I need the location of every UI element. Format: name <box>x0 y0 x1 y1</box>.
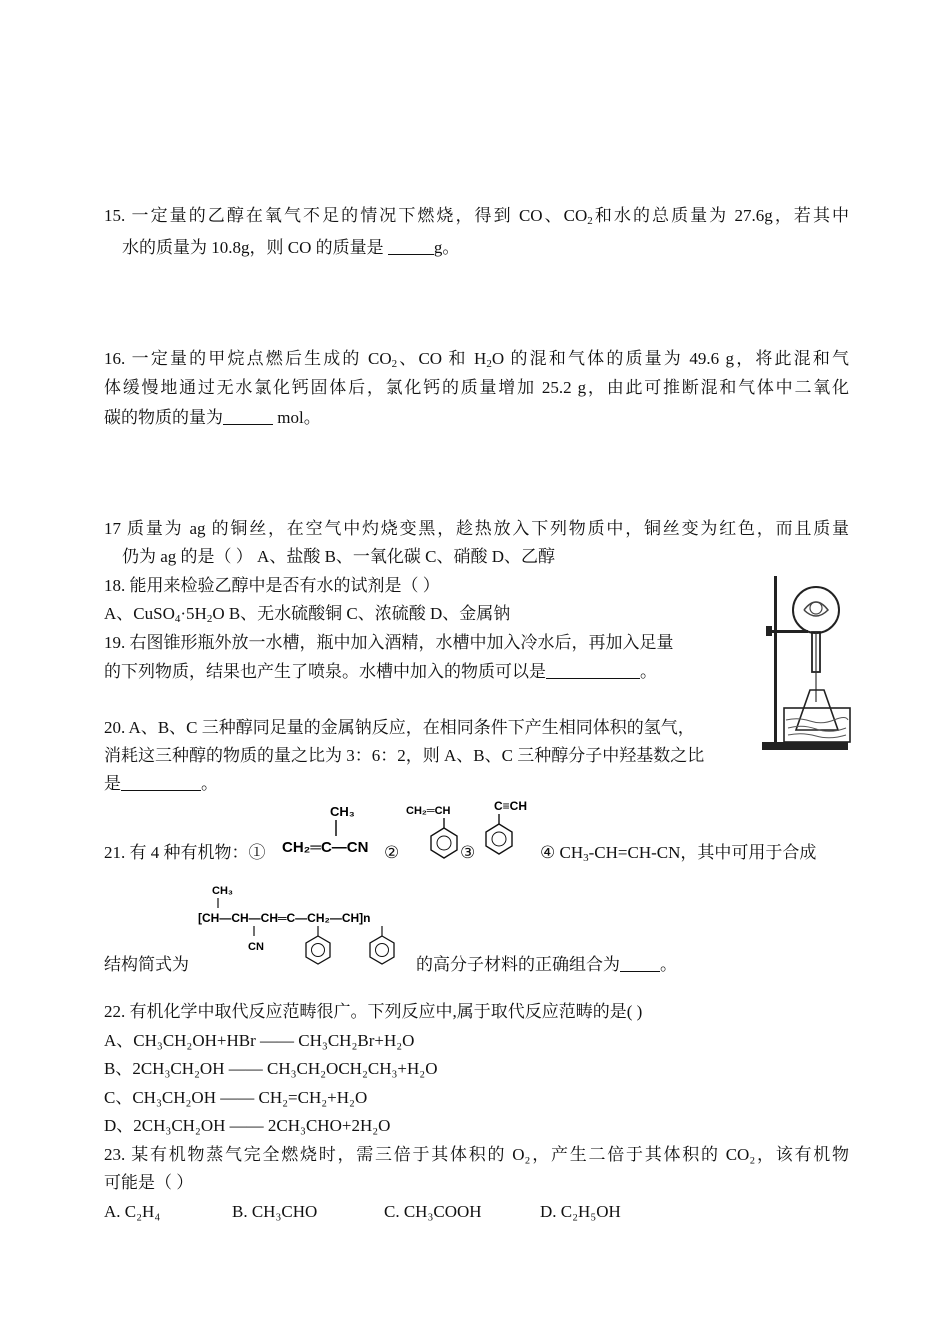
q19-answer-blank[interactable] <box>546 662 640 679</box>
q23-option-b: B. CH₃CHO <box>232 1202 318 1221</box>
q16-line3 <box>104 408 849 428</box>
q16-text-c: O 的混和气体的质量为 49.6 g，将此混和气 <box>491 349 849 368</box>
q18-text-a: A、CuSO <box>104 604 175 623</box>
q15-text-b: 和水的总质量为 27.6g，若其中 <box>592 206 850 225</box>
q22-option-a: A、CH₃CH₂OH+HBr —— CH₃CH₂Br+H₂O <box>104 1031 415 1050</box>
q15-line2 <box>122 238 867 258</box>
poly-ch3-label: CH₃ <box>212 885 233 897</box>
q21-line2-suffix <box>416 955 716 975</box>
q22-option-c: C、CH₃CH₂OH —— CH₂=CH₂+H₂O <box>104 1088 368 1107</box>
q16-text-a: 16. 一定量的甲烷点燃后生成的 CO <box>104 349 392 368</box>
q15-sub: 2 <box>587 215 593 227</box>
q15-line1 <box>104 206 849 226</box>
q21-marker-2: ② <box>384 843 400 862</box>
s3-top-label: C≡CH <box>494 799 527 813</box>
q21-line1-prefix: 21. 有 4 种有机物：① <box>104 843 266 862</box>
q22-option-b: B、2CH₃CH₂OH —— CH₃CH₂OCH₂CH₃+H₂O <box>104 1059 438 1078</box>
q22-line1: 22. 有机化学中取代反应范畴很广。下列反应中,属于取代反应范畴的是( ) <box>104 1002 643 1021</box>
q20-answer-blank[interactable] <box>121 774 201 791</box>
q15-text-a: 15. 一定量的乙醇在氧气不足的情况下燃烧，得到 CO、CO <box>104 206 588 225</box>
q18-text-b: ·5H <box>180 604 207 623</box>
q18-line2 <box>104 604 849 624</box>
q23-line2: 可能是（ ） <box>104 1173 194 1192</box>
q16-answer-blank[interactable] <box>223 408 273 425</box>
q19-text-b: 。 <box>640 662 657 681</box>
poly-cn-label: CN <box>248 941 264 953</box>
q21-text-a: ④ CH <box>540 843 584 862</box>
q16-text-e: mol。 <box>273 408 321 427</box>
q23-option-a: A. C₂H₄ <box>104 1202 161 1221</box>
q23-line1: 23. 某有机物蒸气完全燃烧时，需三倍于其体积的 O₂，产生二倍于其体积的 CO₂，该有机物 <box>104 1145 849 1164</box>
q16-line1 <box>104 349 849 369</box>
q22-option-d: D、2CH₃CH₂OH —— 2CH₃CHO+2H₂O <box>104 1116 391 1135</box>
s1-ch3-label: CH₃ <box>330 804 355 819</box>
q21-text-c: 的高分子材料的正确组合为 <box>416 955 620 974</box>
q17-line2: 仍为 ag 的是（ ） A、盐酸 B、一氧化碳 C、硝酸 D、乙醇 <box>122 547 556 566</box>
q18-sub-b: 2 <box>206 613 213 625</box>
q21-text-d: 。 <box>660 955 677 974</box>
q21-line2-prefix: 结构简式为 <box>104 955 189 974</box>
q16-text-d: 碳的物质的量为 <box>104 408 223 427</box>
q18-line1: 18. 能用来检验乙醇中是否有水的试剂是（ ） <box>104 576 440 595</box>
fountain-apparatus-figure <box>758 572 853 757</box>
q15-answer-blank[interactable] <box>388 238 434 255</box>
q19-line2 <box>104 662 744 682</box>
q16-sub-b: 2 <box>486 358 492 370</box>
q15-text-d: g。 <box>433 238 460 257</box>
q21-text-b: -CH=CH-CN，其中可用于合成 <box>588 843 817 862</box>
s1-main-label: CH₂═C—CN <box>282 839 369 856</box>
poly-main-label: [CH—CH—CH═C—CH₂—CH]n <box>198 911 371 925</box>
q17-line1: 17 质量为 ag 的铜丝，在空气中灼烧变黑，趁热放入下列物质中，铜丝变为红色，而且质量 <box>104 519 849 538</box>
q19-text-a: 的下列物质，结果也产生了喷泉。水槽中加入的物质可以是 <box>104 662 546 681</box>
q20-line1: 20. A、B、C 三种醇同足量的金属钠反应，在相同条件下产生相同体积的氢气， <box>104 718 695 737</box>
q16-text-b: 、CO 和 H <box>397 349 487 368</box>
q23-options <box>104 1202 849 1222</box>
q23-option-c: C. CH₃COOH <box>384 1202 482 1221</box>
q21-sub: 3 <box>583 852 589 864</box>
q19-line1: 19. 右图锥形瓶外放一水槽，瓶中加入酒精，水槽中加入冷水后，再加入足量 <box>104 633 674 652</box>
q20-text-b: 。 <box>201 774 218 793</box>
s2-top-label: CH₂═CH <box>406 805 451 817</box>
q21-answer-blank[interactable] <box>620 955 660 972</box>
q20-text-a: 是 <box>104 774 121 793</box>
q15-text-c: 水的质量为 10.8g，则 CO 的质量是 <box>122 238 388 257</box>
q21-marker-3: ③ <box>460 843 476 862</box>
q20-line3 <box>104 774 849 794</box>
q21-item-4 <box>540 843 850 863</box>
q16-sub-a: 2 <box>391 358 398 370</box>
q23-option-d: D. C₂H₅OH <box>540 1202 621 1221</box>
q20-line2: 消耗这三种醇的物质的量之比为 3：6：2，则 A、B、C 三种醇分子中羟基数之比 <box>104 746 705 765</box>
q16-line2: 体缓慢地通过无水氯化钙固体后，氯化钙的质量增加 25.2 g，由此可推断混和气体中二氧化 <box>104 378 849 397</box>
q18-sub-a: 4 <box>174 613 181 625</box>
q18-text-c: O B、无水硫酸铜 C、浓硫酸 D、金属钠 <box>212 604 511 623</box>
